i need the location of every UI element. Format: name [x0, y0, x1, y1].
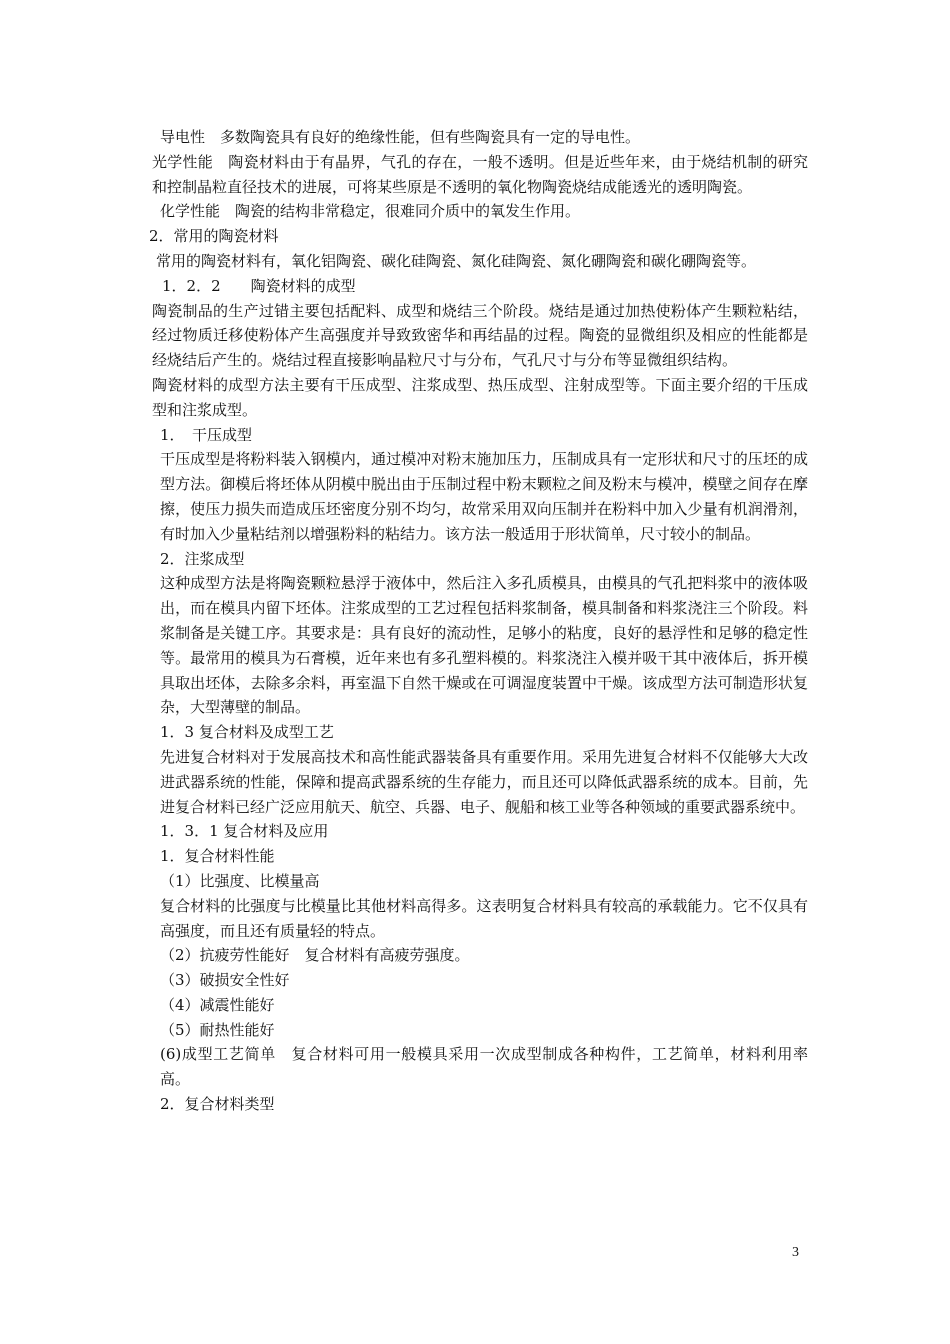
heading-common-ceramics: 2．常用的陶瓷材料	[149, 227, 279, 246]
paragraph-specific-strength: 复合材料的比强度与比模量比其他材料高得多。这表明复合材料具有较高的承载能力。它不仅具有高强度，而且还有质量轻的特点。	[160, 896, 808, 940]
heading-composites-application: 1．3．1 复合材料及应用	[160, 822, 329, 841]
paragraph-conductivity: 导电性 多数陶瓷具有良好的绝缘性能，但有些陶瓷具有一定的导电性。	[160, 128, 641, 146]
heading-ceramic-forming: 1．2．2 陶瓷材料的成型	[162, 276, 356, 295]
paragraph-chemical: 化学性能 陶瓷的结构非常稳定，很难同介质中的氧发生作用。	[160, 202, 581, 221]
paragraph-composites-intro: 先进复合材料对于发展高技术和高性能武器装备具有重要作用。采用先进复合材料不仅能够大大改进武器系统的性能，保障和提高武器系统的生存能力，而且还可以降低武器系统的成本。目前，先进复合材料已经广泛应用航天、航空、兵器、电子、舰船和核工业等各种领域的重要武器系统中。	[160, 747, 808, 816]
paragraph-dry-pressing: 干压成型是将粉料装入钢模内，通过模冲对粉末施加压力，压制成具有一定形状和尺寸的压坯的成型方法。御模后将坯体从阴模中脱出由于压制过程中粉末颗粒之间及粉末与模冲，模壁之间存在摩擦，使压力损失而造成压坯密度分别不均匀，故常采用双向压制并在粉料中加入少量有机润滑剂，有时加入少量粘结剂以增强粉料的粘结力。该方法一般适用于形状简单，尺寸较小的制品。	[160, 450, 808, 543]
page-number: 3	[792, 1245, 799, 1260]
list-item-damping: （4）减震性能好	[160, 995, 275, 1014]
heading-slip-casting: 2．注浆成型	[160, 549, 245, 568]
list-item-heat-resistance: （5）耐热性能好	[160, 1020, 275, 1039]
list-item-fatigue: （2）抗疲劳性能好 复合材料有高疲劳强度。	[160, 946, 470, 965]
paragraph-forming-methods: 陶瓷材料的成型方法主要有干压成型、注浆成型、热压成型、注射成型等。下面主要介绍的干压成型和注浆成型。	[152, 375, 808, 419]
list-item-simple-forming: (6)成型工艺简单 复合材料可用一般模具采用一次成型制成各种构件，工艺简单，材料利用率高。	[160, 1045, 808, 1089]
heading-composites: 1．3 复合材料及成型工艺	[160, 723, 334, 742]
list-item-damage-safety: （3）破损安全性好	[160, 971, 290, 990]
paragraph-optical: 光学性能 陶瓷材料由于有晶界，气孔的存在，一般不透明。但是近些年来，由于烧结机制的研究和控制晶粒直径技术的进展，可将某些原是不透明的氧化物陶瓷烧结成能透光的透明陶瓷。	[152, 152, 808, 196]
heading-composite-properties: 1．复合材料性能	[160, 847, 275, 866]
page-body	[146, 125, 808, 1117]
paragraph-common-ceramics: 常用的陶瓷材料有，氧化铝陶瓷、碳化硅陶瓷、氮化硅陶瓷、氮化硼陶瓷和碳化硼陶瓷等。	[156, 251, 757, 270]
list-item-specific-strength: （1）比强度、比模量高	[160, 871, 320, 890]
paragraph-ceramic-process: 陶瓷制品的生产过错主要包括配料、成型和烧结三个阶段。烧结是通过加热使粉体产生颗粒粘结，经过物质迁移使粉体产生高强度并导致致密华和再结晶的过程。陶瓷的显微组织及相应的性能都是经烧结后产生的。烧结过程直接影响晶粒尺寸与分布，气孔尺寸与分布等显微组织结构。	[152, 301, 808, 370]
paragraph-slip-casting: 这种成型方法是将陶瓷颗粒悬浮于液体中，然后注入多孔质模具，由模具的气孔把料浆中的液体吸出，而在模具内留下坯体。注浆成型的工艺过程包括料浆制备，模具制备和料浆浇注三个阶段。料浆制备是关键工序。其要求是：具有良好的流动性，足够小的粘度，良好的悬浮性和足够的稳定性等。最常用的模具为石膏模，近年来也有多孔塑料模的。料浆浇注入模并吸干其中液体后，拆开模具取出坯体，去除多余料，再室温下自然干燥或在可调湿度装置中干燥。该成型方法可制造形状复杂，大型薄壁的制品。	[160, 574, 808, 717]
heading-composite-types: 2．复合材料类型	[160, 1095, 275, 1114]
heading-dry-pressing: 1． 干压成型	[160, 425, 253, 444]
